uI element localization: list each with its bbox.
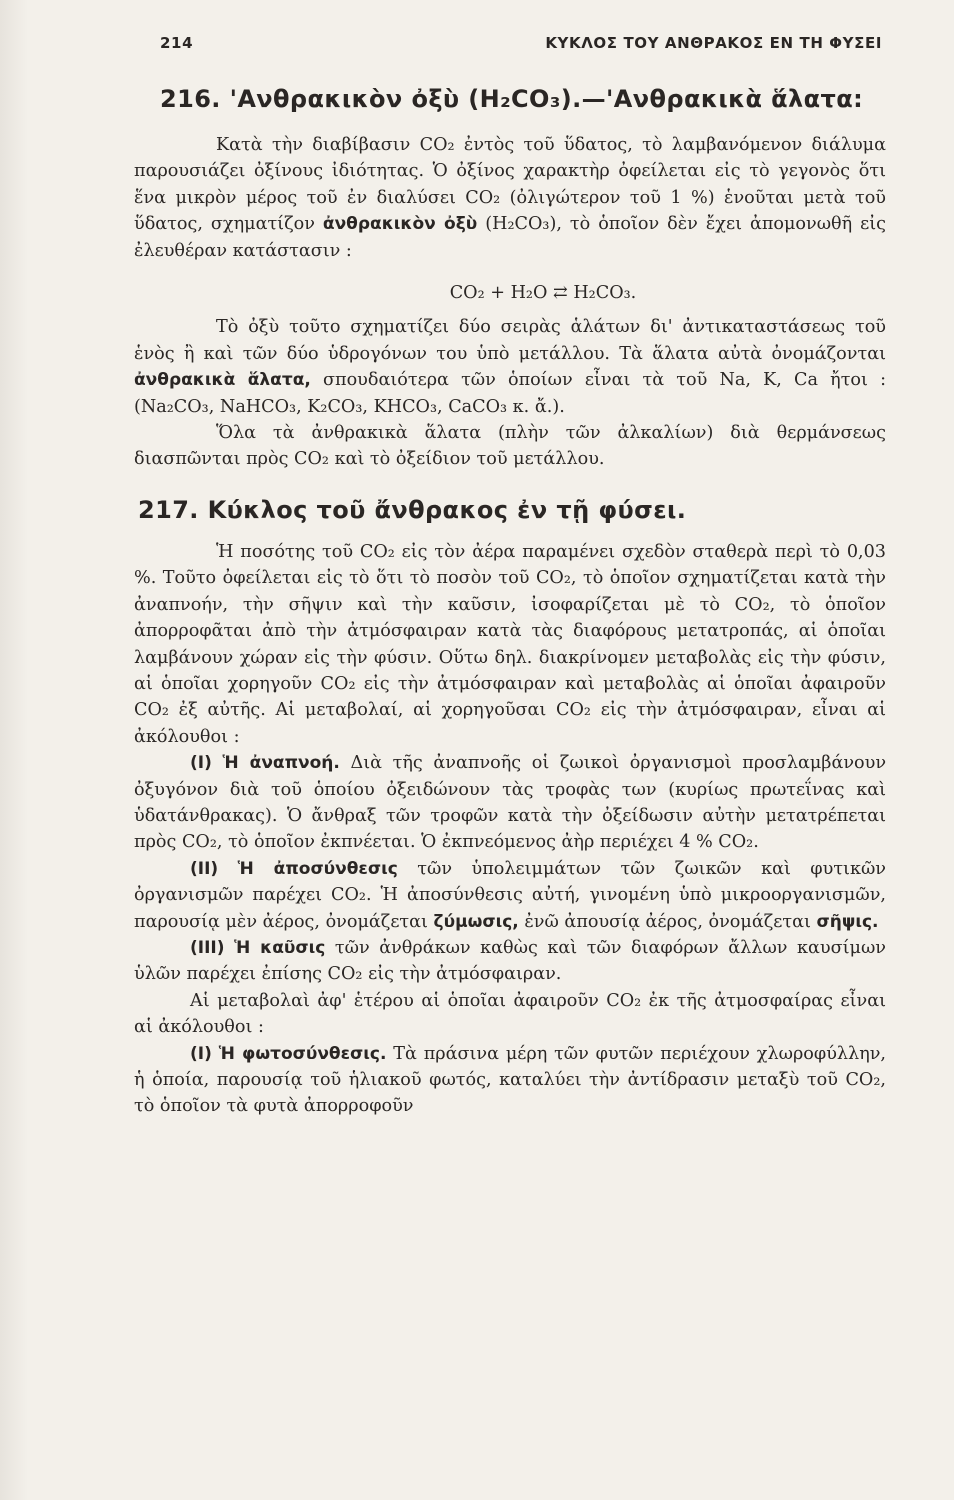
- term-respiration: Ἡ ἀναπνοή.: [222, 753, 340, 774]
- paragraph-text: ἐνῶ ἀπουσίᾳ ἀέρος, ὀνομάζεται: [524, 911, 811, 932]
- section-216-heading: 216. 'Ανθρακικὸν ὀξὺ (H₂CO₃).—'Ανθρακικὰ ἅλατα:: [160, 85, 864, 113]
- paragraph-text: Τὰ πράσινα μέρη τῶν φυτῶν περιέχουν χλωροφύλλην, ἡ ὁποία, παρουσίᾳ τοῦ ἡλιακοῦ φωτός, καταλύει τὴν ἀντίδρασιν μεταξὺ τοῦ CO₂, τὸ ὁποῖον τὰ φυτὰ ἀπορροφοῦν: [134, 1043, 887, 1117]
- section-216-paragraph-3: Ὅλα τὰ ἀνθρακικὰ ἅλατα (πλὴν τῶν ἀλκαλίων) διὰ θερμάνσεως διασπῶνται πρὸς CO₂ καὶ τὸ ὀξείδιον τοῦ μετάλλου.: [134, 423, 886, 470]
- paragraph-text: τῶν ὑπολειμμάτων τῶν ζωικῶν καὶ φυτικῶν ὀργανισμῶν παρέχει CO₂. Ἡ ἀποσύνθεσις αὐτή, γινομένη ὑπὸ μικροοργανισμῶν, παρουσίᾳ μὲν ἀέρος, ὀνομάζεται: [134, 858, 886, 932]
- page-gutter-shadow: [0, 0, 28, 1500]
- section-217-intro: Ἡ ποσότης τοῦ CO₂ εἰς τὸν ἀέρα παραμένει σχεδὸν σταθερὰ περὶ τὸ 0,03 %. Τοῦτο ὀφείλεται εἰς τὸ ὅτι τὸ ποσὸν τοῦ CO₂, τὸ ὁποῖον σχηματίζεται κατὰ τὴν ἀναπνοήν, τὴν σῆψιν καὶ τὴν καῦσιν, ἰσοφαρίζεται μὲ τὸ CO₂, τὸ ὁποῖον ἀπορροφᾶται ἀπὸ τὴν ἀτμόσφαιραν κατὰ τὰς διαφόρους μετατροπάς, αἱ ὁποῖαι λαμβάνουν χώραν εἰς τὴν φύσιν. Οὕτω δηλ. διακρίνομεν μεταβολὰς εἰς τὴν φύσιν, αἱ ὁποῖαι χορηγοῦν CO₂ εἰς τὴν ἀτμόσφαιραν καὶ μεταβολὰς αἱ ὁποῖαι ἀφαιροῦν CO₂ ἐξ αὐτῆς. Αἱ μεταβολαί, αἱ χορηγοῦσαι CO₂ εἰς τὴν ἀτμόσφαιραν, εἶναι αἱ ἀκόλουθοι :: [134, 541, 886, 747]
- paragraph-text: σπουδαιότερα τῶν ὁποίων εἶναι τὰ τοῦ Na, K, Ca ἤτοι : (Na₂CO₃, NaHCO₃, K₂CO₃, KHCO₃, CaCO₃ κ. ἄ.).: [134, 370, 887, 417]
- section-217-heading: 217. Κύκλος τοῦ ἄνθρακος ἐν τῇ φύσει.: [138, 495, 687, 524]
- page-body: [134, 84, 886, 1120]
- list-item-decomposition: [134, 856, 886, 935]
- section-216-body: [134, 132, 886, 473]
- paragraph-removal-processes: Αἱ μεταβολαὶ ἀφ' ἑτέρου αἱ ὁποῖαι ἀφαιροῦν CO₂ ἐκ τῆς ἀτμοσφαίρας εἶναι αἱ ἀκόλουθοι :: [134, 990, 886, 1038]
- section-216-paragraph-2: [134, 314, 886, 420]
- term-photosynthesis: Ἡ φωτοσύνθεσις.: [218, 1043, 387, 1064]
- term-carbonate-salts: ἀνθρακικὰ ἅλατα,: [134, 370, 311, 391]
- list-item-combustion: [134, 935, 886, 988]
- running-title: ΚΥΚΛΟΣ ΤΟΥ ΑΝΘΡΑΚΟΣ ΕΝ ΤΗ ΦΥΣΕΙ: [545, 34, 882, 52]
- item-number: (III): [190, 937, 225, 958]
- term-fermentation: ζύμωσις,: [433, 911, 519, 932]
- running-header: [160, 34, 882, 58]
- paragraph-text: Κατὰ τὴν διαβίβασιν CO₂ ἐντὸς τοῦ ὕδατος, τὸ λαμβανόμενον διάλυμα παρουσιάζει ὀξίνους ἰδιότητας. Ὁ ὀξίνος χαρακτὴρ ὀφείλεται εἰς τὸ γεγονὸς ὅτι ἕνα μικρὸν μέρος τοῦ ἐν διαλύσει CO₂ (ὀλιγώτερον τοῦ 1 %) ἑνοῦται μετὰ τοῦ ὕδατος, σχηματίζον: [134, 135, 886, 235]
- section-217-body: [134, 539, 886, 1120]
- item-number: (II): [190, 858, 219, 879]
- list-item-respiration: [134, 750, 886, 856]
- paragraph-text: τῶν ἀνθράκων καθὼς καὶ τῶν διαφόρων ἄλλων καυσίμων ὑλῶν παρέχει ἐπίσης CO₂ εἰς τὴν ἀτμόσφαιραν.: [134, 937, 887, 985]
- list-item-photosynthesis: [134, 1041, 886, 1120]
- term-putrefaction: σῆψις.: [816, 911, 879, 932]
- term-carbonic-acid: ἀνθρακικὸν ὀξὺ: [322, 214, 478, 235]
- paragraph-text: Τὸ ὀξὺ τοῦτο σχηματίζει δύο σειρὰς ἁλάτων δι' ἀντικαταστάσεως τοῦ ἑνὸς ἢ καὶ τῶν δύο ὑδρογόνων του ὑπὸ μετάλλου. Τὰ ἅλατα αὐτὰ ὀνομάζονται: [134, 317, 886, 364]
- item-number: (I): [190, 753, 212, 774]
- section-216-paragraph-1: [134, 132, 886, 264]
- paragraph-text: Διὰ τῆς ἀναπνοῆς οἱ ζωικοὶ ὀργανισμοὶ προσλαμβάνουν ὀξυγόνον διὰ τοῦ ὁποίου ὀξειδώνουν τὰς τροφὰς των (κυρίως πρωτεΐνας καὶ ὑδατάνθρακας). Ὁ ἄνθραξ τῶν τροφῶν κατὰ τὴν ὀξείδωσιν αὐτὴν μετατρέπεται πρὸς CO₂, τὸ ὁποῖον ἐκπνέεται. Ὁ ἐκπνεόμενος ἀὴρ περιέχει 4 % CO₂.: [134, 753, 887, 853]
- term-decomposition: Ἡ ἀποσύνθεσις: [237, 858, 398, 879]
- item-number: (I): [190, 1043, 212, 1064]
- term-combustion: Ἡ καῦσις: [234, 937, 326, 958]
- paragraph-text: (H₂CO₃), τὸ ὁποῖον δὲν ἔχει ἀπομονωθῆ εἰς ἐλευθέραν κατάστασιν :: [134, 214, 887, 261]
- chemical-equation: CO₂ + H₂O ⇄ H₂CO₃.: [449, 283, 637, 304]
- page-number: 214: [160, 34, 194, 52]
